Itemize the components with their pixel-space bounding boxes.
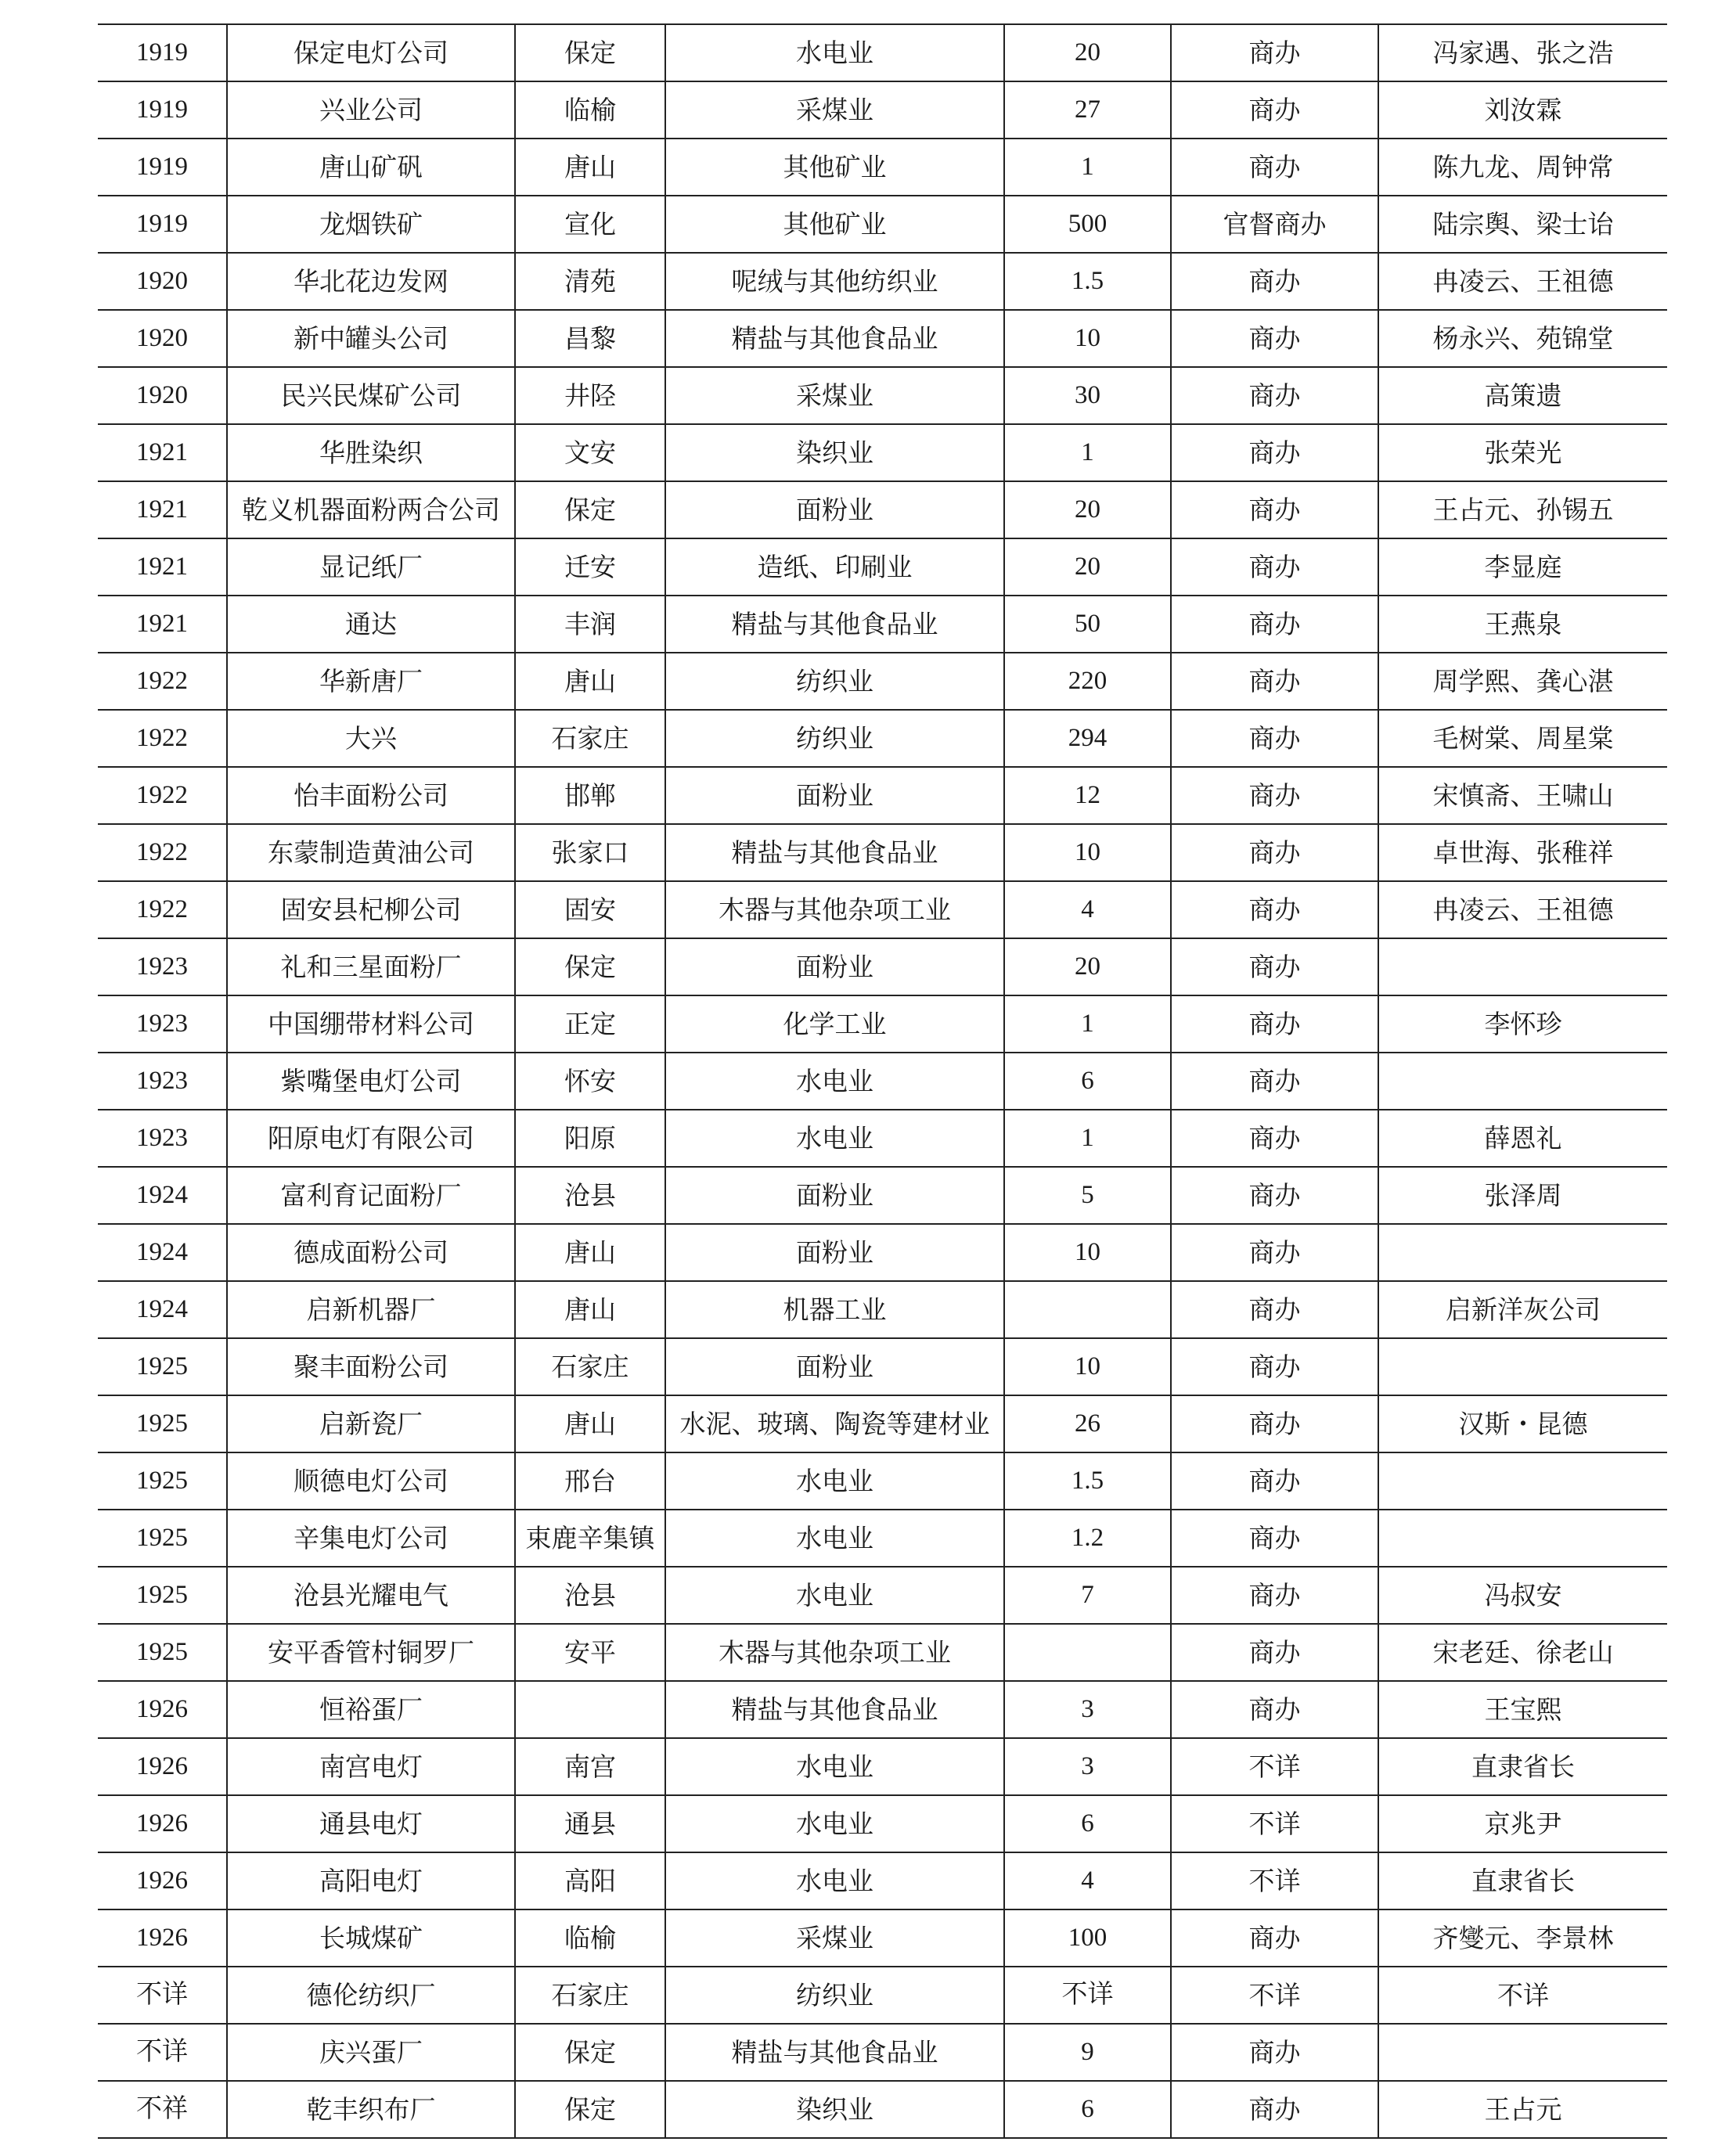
cell-year: 1924 <box>98 1167 227 1224</box>
cell-industry: 面粉业 <box>665 1167 1004 1224</box>
cell-location: 保定 <box>515 2081 665 2138</box>
cell-industry: 呢绒与其他纺织业 <box>665 253 1004 310</box>
cell-year: 1921 <box>98 424 227 481</box>
cell-industry: 其他矿业 <box>665 139 1004 196</box>
cell-ownership: 商办 <box>1171 24 1378 81</box>
cell-founder: 王占元、孙锡五 <box>1378 481 1667 538</box>
cell-capital: 20 <box>1004 938 1171 995</box>
cell-ownership: 商办 <box>1171 767 1378 824</box>
cell-location: 沧县 <box>515 1567 665 1624</box>
table-row <box>98 710 1667 767</box>
cell-founder: 冯叔安 <box>1378 1567 1667 1624</box>
cell-capital: 1 <box>1004 995 1171 1053</box>
table-row <box>98 196 1667 253</box>
cell-enterprise-name: 乾义机器面粉两合公司 <box>227 481 515 538</box>
cell-founder: 齐燮元、李景林 <box>1378 1909 1667 1967</box>
cell-location: 石家庄 <box>515 710 665 767</box>
table-row <box>98 1395 1667 1452</box>
cell-capital: 1 <box>1004 1110 1171 1167</box>
cell-location: 唐山 <box>515 1281 665 1338</box>
cell-capital: 6 <box>1004 2081 1171 2138</box>
cell-ownership: 不详 <box>1171 1967 1378 2024</box>
cell-location: 张家口 <box>515 824 665 881</box>
cell-year: 1919 <box>98 196 227 253</box>
cell-year: 1925 <box>98 1624 227 1681</box>
cell-ownership: 商办 <box>1171 1567 1378 1624</box>
table-row <box>98 253 1667 310</box>
cell-founder: 张泽周 <box>1378 1167 1667 1224</box>
cell-ownership: 商办 <box>1171 881 1378 938</box>
cell-ownership: 商办 <box>1171 1110 1378 1167</box>
cell-year: 1925 <box>98 1510 227 1567</box>
table-row <box>98 81 1667 139</box>
cell-founder: 李显庭 <box>1378 538 1667 596</box>
table-row <box>98 1624 1667 1681</box>
cell-industry: 水电业 <box>665 1110 1004 1167</box>
cell-enterprise-name: 启新机器厂 <box>227 1281 515 1338</box>
cell-enterprise-name: 德成面粉公司 <box>227 1224 515 1281</box>
cell-enterprise-name: 顺德电灯公司 <box>227 1452 515 1510</box>
cell-ownership: 商办 <box>1171 367 1378 424</box>
table-row <box>98 1567 1667 1624</box>
cell-capital: 1 <box>1004 139 1171 196</box>
cell-industry: 其他矿业 <box>665 196 1004 253</box>
cell-industry: 纺织业 <box>665 653 1004 710</box>
cell-ownership: 官督商办 <box>1171 196 1378 253</box>
cell-year: 1924 <box>98 1281 227 1338</box>
cell-founder: 冯家遇、张之浩 <box>1378 24 1667 81</box>
cell-ownership: 商办 <box>1171 995 1378 1053</box>
enterprise-table <box>98 23 1667 2139</box>
cell-enterprise-name: 辛集电灯公司 <box>227 1510 515 1567</box>
cell-location: 石家庄 <box>515 1967 665 2024</box>
cell-location: 唐山 <box>515 1224 665 1281</box>
cell-capital: 9 <box>1004 2024 1171 2081</box>
cell-industry: 精盐与其他食品业 <box>665 824 1004 881</box>
cell-founder <box>1378 1053 1667 1110</box>
cell-enterprise-name: 新中罐头公司 <box>227 310 515 367</box>
cell-ownership: 商办 <box>1171 1510 1378 1567</box>
cell-year: 1923 <box>98 995 227 1053</box>
cell-year: 不详 <box>98 1967 227 2024</box>
cell-industry: 水泥、玻璃、陶瓷等建材业 <box>665 1395 1004 1452</box>
cell-location: 保定 <box>515 24 665 81</box>
cell-location: 沧县 <box>515 1167 665 1224</box>
cell-location: 通县 <box>515 1795 665 1852</box>
cell-founder: 陈九龙、周钟常 <box>1378 139 1667 196</box>
cell-industry: 机器工业 <box>665 1281 1004 1338</box>
cell-location: 保定 <box>515 2024 665 2081</box>
cell-industry: 水电业 <box>665 1738 1004 1795</box>
table-row <box>98 1452 1667 1510</box>
cell-location: 清苑 <box>515 253 665 310</box>
cell-founder: 薛恩礼 <box>1378 1110 1667 1167</box>
table-row <box>98 1738 1667 1795</box>
cell-enterprise-name: 显记纸厂 <box>227 538 515 596</box>
cell-ownership: 商办 <box>1171 424 1378 481</box>
cell-founder <box>1378 938 1667 995</box>
cell-year: 不祥 <box>98 2081 227 2138</box>
table-row <box>98 24 1667 81</box>
cell-capital: 10 <box>1004 1224 1171 1281</box>
cell-founder: 不详 <box>1378 1967 1667 2024</box>
cell-year: 1926 <box>98 1909 227 1967</box>
cell-year: 1921 <box>98 538 227 596</box>
cell-location: 保定 <box>515 938 665 995</box>
cell-founder: 毛树棠、周星棠 <box>1378 710 1667 767</box>
cell-ownership: 不详 <box>1171 1738 1378 1795</box>
cell-capital: 20 <box>1004 24 1171 81</box>
cell-year: 1925 <box>98 1452 227 1510</box>
cell-year: 1922 <box>98 653 227 710</box>
cell-location: 阳原 <box>515 1110 665 1167</box>
cell-industry: 水电业 <box>665 1510 1004 1567</box>
table-row <box>98 2081 1667 2138</box>
cell-location: 丰润 <box>515 596 665 653</box>
cell-capital: 220 <box>1004 653 1171 710</box>
cell-enterprise-name: 沧县光耀电气 <box>227 1567 515 1624</box>
cell-founder: 启新洋灰公司 <box>1378 1281 1667 1338</box>
cell-ownership: 商办 <box>1171 1395 1378 1452</box>
cell-year: 1919 <box>98 81 227 139</box>
cell-year: 1925 <box>98 1338 227 1395</box>
cell-location: 宣化 <box>515 196 665 253</box>
cell-founder: 宋老廷、徐老山 <box>1378 1624 1667 1681</box>
cell-industry: 纺织业 <box>665 1967 1004 2024</box>
cell-capital <box>1004 1281 1171 1338</box>
cell-industry: 面粉业 <box>665 1224 1004 1281</box>
cell-founder: 王燕泉 <box>1378 596 1667 653</box>
table-row <box>98 596 1667 653</box>
cell-founder: 直隶省长 <box>1378 1852 1667 1909</box>
cell-founder <box>1378 1452 1667 1510</box>
cell-year: 1926 <box>98 1681 227 1738</box>
cell-ownership: 商办 <box>1171 824 1378 881</box>
cell-industry: 水电业 <box>665 1852 1004 1909</box>
table-row <box>98 653 1667 710</box>
cell-enterprise-name: 民兴民煤矿公司 <box>227 367 515 424</box>
cell-enterprise-name: 乾丰织布厂 <box>227 2081 515 2138</box>
table-row <box>98 1795 1667 1852</box>
cell-year: 1922 <box>98 767 227 824</box>
cell-location: 保定 <box>515 481 665 538</box>
cell-industry: 木器与其他杂项工业 <box>665 881 1004 938</box>
cell-industry: 采煤业 <box>665 81 1004 139</box>
table-row <box>98 367 1667 424</box>
cell-industry: 精盐与其他食品业 <box>665 310 1004 367</box>
cell-year: 1926 <box>98 1738 227 1795</box>
cell-enterprise-name: 龙烟铁矿 <box>227 196 515 253</box>
cell-founder <box>1378 2024 1667 2081</box>
cell-capital: 20 <box>1004 538 1171 596</box>
cell-capital: 26 <box>1004 1395 1171 1452</box>
table-row <box>98 1338 1667 1395</box>
cell-location: 高阳 <box>515 1852 665 1909</box>
cell-enterprise-name: 华北花边发网 <box>227 253 515 310</box>
cell-capital: 294 <box>1004 710 1171 767</box>
cell-founder: 杨永兴、苑锦堂 <box>1378 310 1667 367</box>
cell-industry: 水电业 <box>665 1452 1004 1510</box>
table-row <box>98 481 1667 538</box>
cell-year: 不详 <box>98 2024 227 2081</box>
cell-ownership: 商办 <box>1171 653 1378 710</box>
cell-ownership: 商办 <box>1171 1624 1378 1681</box>
cell-year: 1922 <box>98 881 227 938</box>
cell-industry: 造纸、印刷业 <box>665 538 1004 596</box>
cell-capital: 30 <box>1004 367 1171 424</box>
table-row <box>98 538 1667 596</box>
cell-enterprise-name: 东蒙制造黄油公司 <box>227 824 515 881</box>
cell-industry: 采煤业 <box>665 1909 1004 1967</box>
table-row <box>98 881 1667 938</box>
cell-founder: 宋慎斋、王啸山 <box>1378 767 1667 824</box>
cell-location: 迁安 <box>515 538 665 596</box>
cell-founder: 王宝熙 <box>1378 1681 1667 1738</box>
cell-year: 1922 <box>98 824 227 881</box>
cell-industry: 纺织业 <box>665 710 1004 767</box>
table-row <box>98 767 1667 824</box>
cell-location <box>515 1681 665 1738</box>
cell-location: 唐山 <box>515 139 665 196</box>
cell-industry: 精盐与其他食品业 <box>665 2024 1004 2081</box>
cell-ownership: 商办 <box>1171 710 1378 767</box>
cell-year: 1921 <box>98 596 227 653</box>
cell-location: 临榆 <box>515 1909 665 1967</box>
cell-location: 安平 <box>515 1624 665 1681</box>
cell-industry: 水电业 <box>665 1795 1004 1852</box>
cell-year: 1919 <box>98 139 227 196</box>
cell-year: 1924 <box>98 1224 227 1281</box>
cell-capital: 1.5 <box>1004 253 1171 310</box>
cell-location: 怀安 <box>515 1053 665 1110</box>
cell-location: 唐山 <box>515 1395 665 1452</box>
cell-year: 1919 <box>98 24 227 81</box>
cell-year: 1920 <box>98 310 227 367</box>
cell-founder <box>1378 1510 1667 1567</box>
cell-enterprise-name: 华新唐厂 <box>227 653 515 710</box>
cell-capital: 4 <box>1004 1852 1171 1909</box>
cell-enterprise-name: 通县电灯 <box>227 1795 515 1852</box>
cell-year: 1922 <box>98 710 227 767</box>
cell-founder: 张荣光 <box>1378 424 1667 481</box>
cell-ownership: 商办 <box>1171 2024 1378 2081</box>
cell-location: 唐山 <box>515 653 665 710</box>
cell-ownership: 商办 <box>1171 81 1378 139</box>
cell-ownership: 商办 <box>1171 938 1378 995</box>
cell-industry: 面粉业 <box>665 938 1004 995</box>
cell-ownership: 不详 <box>1171 1795 1378 1852</box>
cell-capital: 4 <box>1004 881 1171 938</box>
table-row <box>98 995 1667 1053</box>
cell-founder: 周学熙、龚心湛 <box>1378 653 1667 710</box>
cell-ownership: 商办 <box>1171 2081 1378 2138</box>
table-row <box>98 1909 1667 1967</box>
cell-capital: 10 <box>1004 1338 1171 1395</box>
cell-industry: 精盐与其他食品业 <box>665 1681 1004 1738</box>
cell-ownership: 商办 <box>1171 596 1378 653</box>
cell-enterprise-name: 华胜染织 <box>227 424 515 481</box>
cell-capital: 50 <box>1004 596 1171 653</box>
cell-location: 昌黎 <box>515 310 665 367</box>
cell-year: 1926 <box>98 1795 227 1852</box>
cell-enterprise-name: 聚丰面粉公司 <box>227 1338 515 1395</box>
cell-founder <box>1378 1338 1667 1395</box>
cell-enterprise-name: 阳原电灯有限公司 <box>227 1110 515 1167</box>
cell-year: 1921 <box>98 481 227 538</box>
cell-founder: 刘汝霖 <box>1378 81 1667 139</box>
cell-ownership: 商办 <box>1171 253 1378 310</box>
cell-capital: 1.2 <box>1004 1510 1171 1567</box>
cell-ownership: 不详 <box>1171 1852 1378 1909</box>
cell-ownership: 商办 <box>1171 1681 1378 1738</box>
table-row <box>98 1681 1667 1738</box>
cell-ownership: 商办 <box>1171 310 1378 367</box>
table-row <box>98 1110 1667 1167</box>
table-row <box>98 824 1667 881</box>
cell-industry: 采煤业 <box>665 367 1004 424</box>
cell-founder: 直隶省长 <box>1378 1738 1667 1795</box>
cell-location: 井陉 <box>515 367 665 424</box>
cell-founder: 陆宗舆、梁士诒 <box>1378 196 1667 253</box>
cell-industry: 水电业 <box>665 1053 1004 1110</box>
cell-founder: 冉凌云、王祖德 <box>1378 253 1667 310</box>
table-row <box>98 1281 1667 1338</box>
cell-capital: 5 <box>1004 1167 1171 1224</box>
cell-ownership: 商办 <box>1171 481 1378 538</box>
cell-location: 邢台 <box>515 1452 665 1510</box>
cell-ownership: 商办 <box>1171 1053 1378 1110</box>
table-row <box>98 1967 1667 2024</box>
cell-enterprise-name: 保定电灯公司 <box>227 24 515 81</box>
table-row <box>98 1167 1667 1224</box>
table-row <box>98 139 1667 196</box>
cell-enterprise-name: 长城煤矿 <box>227 1909 515 1967</box>
cell-ownership: 商办 <box>1171 1167 1378 1224</box>
cell-founder: 汉斯・昆德 <box>1378 1395 1667 1452</box>
cell-location: 临榆 <box>515 81 665 139</box>
cell-capital: 10 <box>1004 310 1171 367</box>
cell-enterprise-name: 安平香管村铜罗厂 <box>227 1624 515 1681</box>
cell-industry: 水电业 <box>665 1567 1004 1624</box>
cell-year: 1923 <box>98 1110 227 1167</box>
table-row <box>98 938 1667 995</box>
table-row <box>98 1053 1667 1110</box>
cell-capital: 7 <box>1004 1567 1171 1624</box>
cell-year: 1925 <box>98 1567 227 1624</box>
cell-capital: 100 <box>1004 1909 1171 1967</box>
cell-location: 石家庄 <box>515 1338 665 1395</box>
cell-ownership: 商办 <box>1171 538 1378 596</box>
cell-year: 1923 <box>98 1053 227 1110</box>
cell-enterprise-name: 南宫电灯 <box>227 1738 515 1795</box>
cell-capital: 20 <box>1004 481 1171 538</box>
cell-founder: 卓世海、张稚祥 <box>1378 824 1667 881</box>
cell-capital: 6 <box>1004 1795 1171 1852</box>
cell-enterprise-name: 紫嘴堡电灯公司 <box>227 1053 515 1110</box>
cell-capital: 12 <box>1004 767 1171 824</box>
cell-industry: 水电业 <box>665 24 1004 81</box>
cell-industry: 精盐与其他食品业 <box>665 596 1004 653</box>
cell-capital: 10 <box>1004 824 1171 881</box>
cell-location: 正定 <box>515 995 665 1053</box>
cell-capital: 3 <box>1004 1681 1171 1738</box>
table-row <box>98 1224 1667 1281</box>
cell-year: 1920 <box>98 253 227 310</box>
cell-industry: 面粉业 <box>665 481 1004 538</box>
cell-capital: 1 <box>1004 424 1171 481</box>
cell-capital <box>1004 1624 1171 1681</box>
cell-enterprise-name: 通达 <box>227 596 515 653</box>
cell-enterprise-name: 中国绷带材料公司 <box>227 995 515 1053</box>
table-row <box>98 1852 1667 1909</box>
cell-ownership: 商办 <box>1171 1281 1378 1338</box>
cell-location: 邯郸 <box>515 767 665 824</box>
cell-ownership: 商办 <box>1171 1338 1378 1395</box>
cell-year: 1925 <box>98 1395 227 1452</box>
cell-year: 1920 <box>98 367 227 424</box>
cell-founder: 高策遗 <box>1378 367 1667 424</box>
cell-year: 1923 <box>98 938 227 995</box>
cell-enterprise-name: 富利育记面粉厂 <box>227 1167 515 1224</box>
cell-ownership: 商办 <box>1171 1452 1378 1510</box>
cell-founder: 李怀珍 <box>1378 995 1667 1053</box>
cell-location: 文安 <box>515 424 665 481</box>
cell-enterprise-name: 兴业公司 <box>227 81 515 139</box>
table-row <box>98 424 1667 481</box>
table-row <box>98 310 1667 367</box>
cell-founder: 王占元 <box>1378 2081 1667 2138</box>
cell-enterprise-name: 庆兴蛋厂 <box>227 2024 515 2081</box>
cell-enterprise-name: 德伦纺织厂 <box>227 1967 515 2024</box>
cell-enterprise-name: 礼和三星面粉厂 <box>227 938 515 995</box>
cell-industry: 化学工业 <box>665 995 1004 1053</box>
cell-founder: 冉凌云、王祖德 <box>1378 881 1667 938</box>
cell-capital: 1.5 <box>1004 1452 1171 1510</box>
cell-capital: 6 <box>1004 1053 1171 1110</box>
cell-industry: 面粉业 <box>665 767 1004 824</box>
enterprise-table-body <box>98 24 1667 2138</box>
cell-location: 束鹿辛集镇 <box>515 1510 665 1567</box>
cell-enterprise-name: 高阳电灯 <box>227 1852 515 1909</box>
cell-capital: 不详 <box>1004 1967 1171 2024</box>
cell-enterprise-name: 恒裕蛋厂 <box>227 1681 515 1738</box>
cell-enterprise-name: 启新瓷厂 <box>227 1395 515 1452</box>
cell-industry: 面粉业 <box>665 1338 1004 1395</box>
cell-enterprise-name: 大兴 <box>227 710 515 767</box>
cell-capital: 3 <box>1004 1738 1171 1795</box>
cell-year: 1926 <box>98 1852 227 1909</box>
cell-industry: 染织业 <box>665 424 1004 481</box>
cell-location: 南宫 <box>515 1738 665 1795</box>
cell-capital: 27 <box>1004 81 1171 139</box>
cell-industry: 木器与其他杂项工业 <box>665 1624 1004 1681</box>
cell-enterprise-name: 怡丰面粉公司 <box>227 767 515 824</box>
cell-capital: 500 <box>1004 196 1171 253</box>
cell-founder: 京兆尹 <box>1378 1795 1667 1852</box>
table-row <box>98 1510 1667 1567</box>
cell-ownership: 商办 <box>1171 1909 1378 1967</box>
cell-ownership: 商办 <box>1171 1224 1378 1281</box>
cell-ownership: 商办 <box>1171 139 1378 196</box>
cell-location: 固安 <box>515 881 665 938</box>
cell-founder <box>1378 1224 1667 1281</box>
cell-industry: 染织业 <box>665 2081 1004 2138</box>
cell-enterprise-name: 固安县杞柳公司 <box>227 881 515 938</box>
table-row <box>98 2024 1667 2081</box>
cell-enterprise-name: 唐山矿矾 <box>227 139 515 196</box>
